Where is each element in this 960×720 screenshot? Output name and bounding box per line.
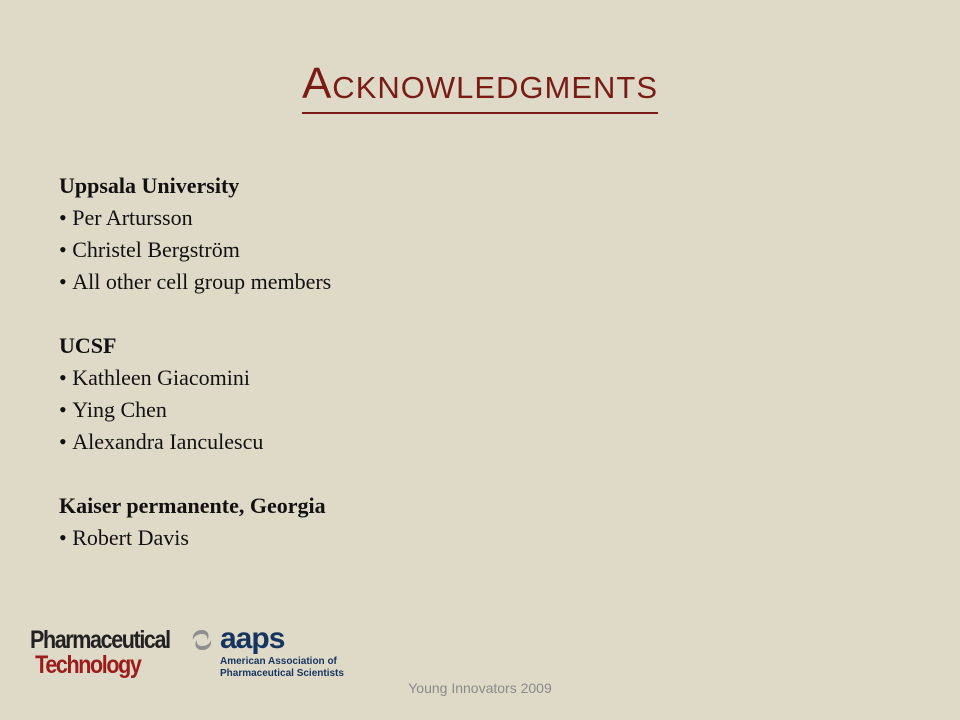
slide-title-text: Acknowledgments — [302, 59, 658, 114]
logo-line: Technology — [35, 651, 141, 679]
group-ucsf — [59, 330, 759, 458]
member-item: • Alexandra Ianculescu — [59, 426, 759, 458]
slide-footer: Young Innovators 2009 — [408, 680, 552, 696]
acknowledgments-list — [59, 170, 759, 586]
group-title: Kaiser permanente, Georgia — [59, 493, 326, 518]
member-item: • Christel Bergström — [59, 234, 759, 266]
member-item: • Ying Chen — [59, 394, 759, 426]
aaps-wordmark: aaps — [220, 622, 285, 655]
group-title: Uppsala University — [59, 173, 240, 198]
logo-line: Pharmaceutical — [30, 626, 170, 654]
slide-title — [0, 59, 960, 108]
aaps-logo — [190, 622, 350, 686]
group-uppsala — [59, 170, 759, 298]
member-item: • Robert Davis — [59, 522, 759, 554]
aaps-subtitle-line: American Association of — [220, 656, 337, 667]
aaps-subtitle-line: Pharmaceutical Scientists — [220, 668, 344, 679]
member-item: • Kathleen Giacomini — [59, 362, 759, 394]
member-item: • All other cell group members — [59, 266, 759, 298]
pharmaceutical-technology-logo — [30, 628, 170, 678]
member-item: • Per Artursson — [59, 202, 759, 234]
group-title: UCSF — [59, 333, 117, 358]
group-kaiser — [59, 490, 759, 554]
aaps-swirl-icon — [190, 628, 214, 652]
aaps-subtitle — [220, 656, 344, 680]
